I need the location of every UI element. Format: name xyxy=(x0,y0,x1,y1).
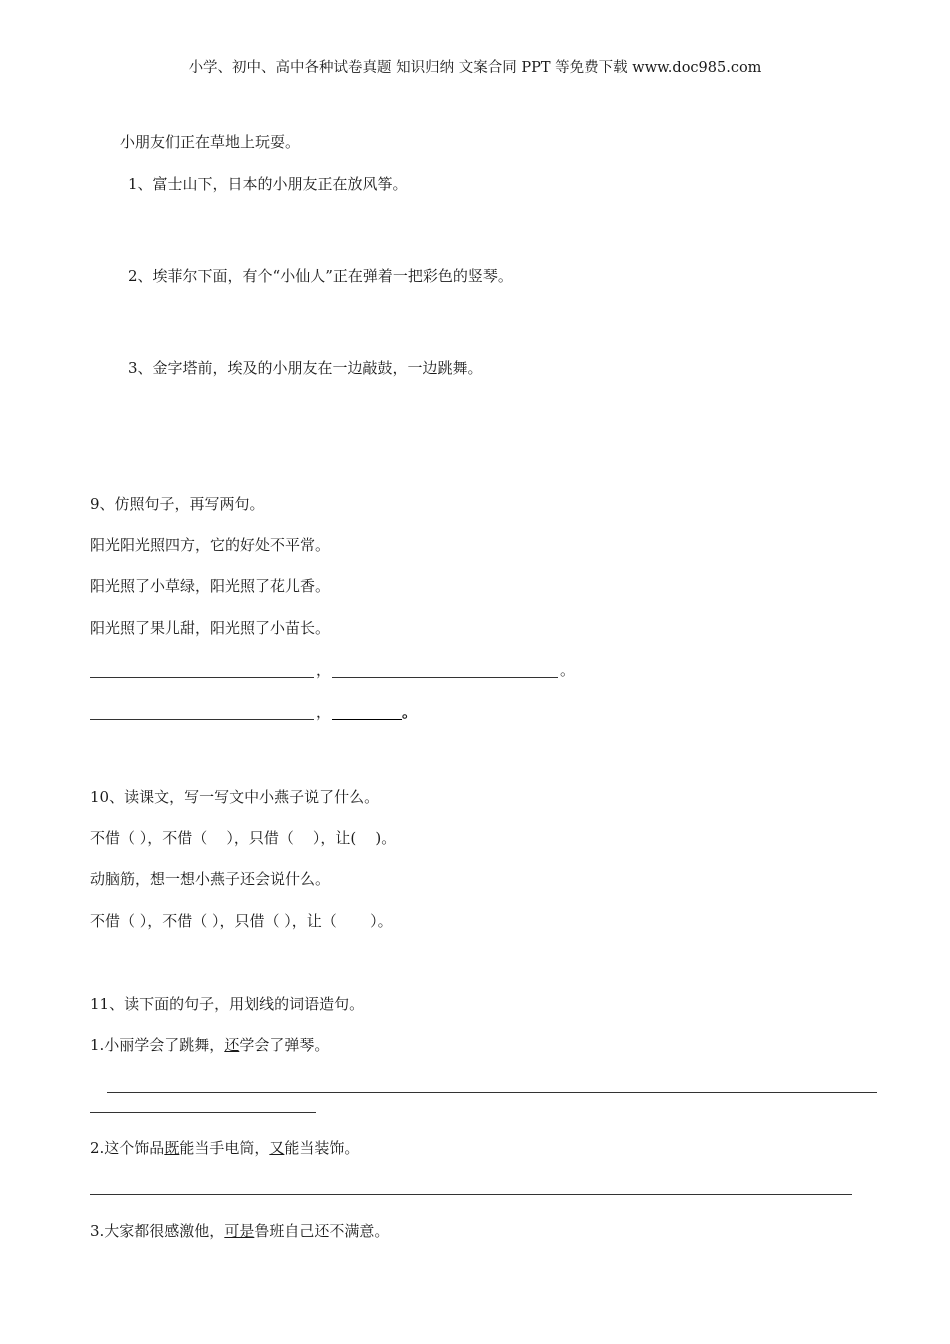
section11-sentence-3 xyxy=(90,1221,389,1241)
answer-line-11-1a[interactable] xyxy=(107,1092,877,1093)
section8-intro: 小朋友们正在草地上玩耍。 xyxy=(120,133,301,151)
answer-line-11-2[interactable] xyxy=(90,1194,852,1195)
section11-sentence-2 xyxy=(90,1138,359,1158)
comma-9-1: ， xyxy=(316,661,332,679)
s3-post: 鲁班自己还不满意。 xyxy=(254,1222,390,1240)
section10-line-1: 不借（ ），不借（ ），只借（ ），让( )。 xyxy=(90,829,397,847)
section9-title: 9、仿照句子，再写两句。 xyxy=(90,495,265,513)
s1-underlined-word: 还 xyxy=(224,1036,240,1054)
period-9-1: 。 xyxy=(560,661,576,679)
section10-title: 10、读课文，写一写文中小燕子说了什么。 xyxy=(90,788,380,806)
s1-pre: 1.小丽学会了跳舞， xyxy=(90,1036,225,1054)
answer-blank-9-2b[interactable] xyxy=(332,719,402,720)
s2-pre: 2.这个饰品 xyxy=(90,1139,165,1157)
section9-line-2: 阳光照了小草绿，阳光照了花儿香。 xyxy=(90,577,331,595)
comma-9-2: ， xyxy=(316,703,332,721)
section8-item-1: 1、富士山下，日本的小朋友正在放风筝。 xyxy=(128,175,408,193)
answer-blank-9-2a[interactable] xyxy=(90,719,314,720)
section8-item-2: 2、埃菲尔下面，有个“小仙人”正在弹着一把彩色的竖琴。 xyxy=(128,267,513,285)
section10-prompt: 动脑筋，想一想小燕子还会说什么。 xyxy=(90,870,331,888)
section11-sentence-1 xyxy=(90,1035,329,1055)
page-header: 小学、初中、高中各种试卷真题 知识归纳 文案合同 PPT 等免费下载 www.doc985.com xyxy=(188,60,762,76)
answer-line-11-1b[interactable] xyxy=(90,1112,316,1113)
section8-item-3: 3、金字塔前，埃及的小朋友在一边敲鼓，一边跳舞。 xyxy=(128,359,483,377)
section10-line-2: 不借（ ），不借（ ），只借（ ），让（ ）。 xyxy=(90,912,393,930)
section9-line-1: 阳光阳光照四方，它的好处不平常。 xyxy=(90,536,331,554)
s1-post: 学会了弹琴。 xyxy=(239,1036,330,1054)
section11-title: 11、读下面的句子，用划线的词语造句。 xyxy=(90,995,365,1013)
section9-line-3: 阳光照了果儿甜，阳光照了小苗长。 xyxy=(90,619,331,637)
s2-mid: 能当手电筒， xyxy=(179,1139,270,1157)
s2-underlined-word-2: 又 xyxy=(269,1139,285,1157)
period-9-2: 。 xyxy=(402,703,418,721)
s3-pre: 3.大家都很感激他， xyxy=(90,1222,225,1240)
s2-post: 能当装饰。 xyxy=(284,1139,360,1157)
s2-underlined-word-1: 既 xyxy=(164,1139,180,1157)
s3-underlined-word: 可是 xyxy=(224,1222,255,1240)
answer-blank-9-1a[interactable] xyxy=(90,677,314,678)
answer-blank-9-1b[interactable] xyxy=(332,677,558,678)
